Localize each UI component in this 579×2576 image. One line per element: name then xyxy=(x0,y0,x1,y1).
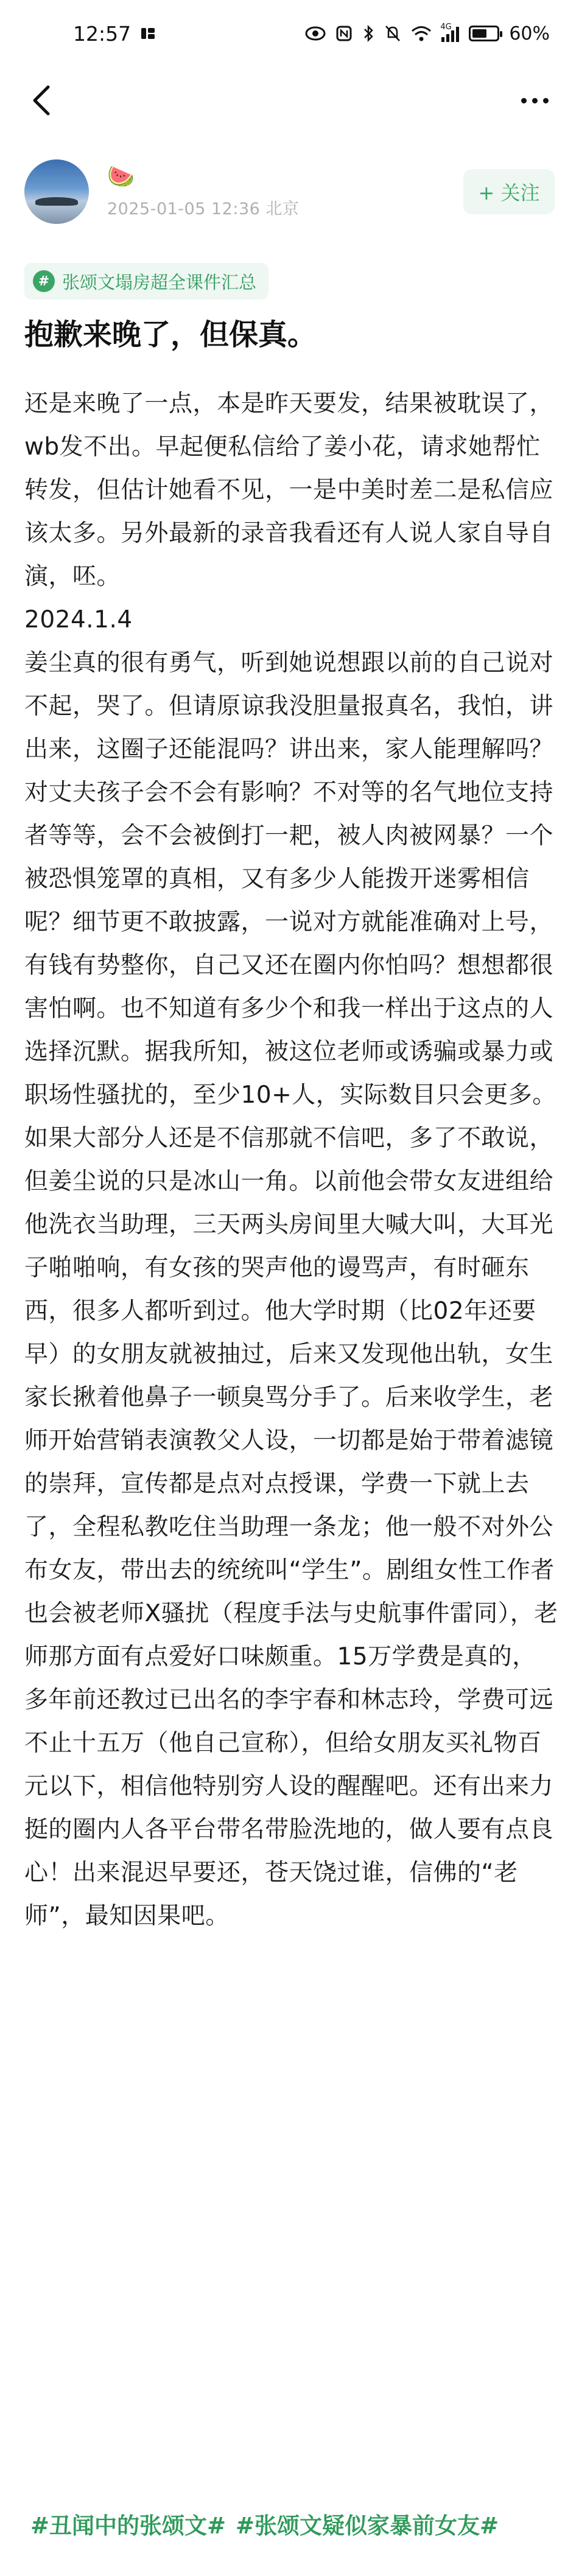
wifi-icon xyxy=(411,25,432,42)
status-left xyxy=(73,22,156,46)
hashtag-icon: # xyxy=(33,270,55,292)
author-row xyxy=(0,155,579,228)
avatar[interactable] xyxy=(24,159,89,224)
battery-icon xyxy=(469,26,499,41)
back-button[interactable] xyxy=(23,82,60,119)
mute-icon xyxy=(384,24,401,43)
author-name[interactable]: 🍉 xyxy=(107,164,135,189)
post-body: 还是来晚了一点，本是昨天要发，结果被耽误了，wb发不出。早起便私信给了姜小花，请求她帮忙转发，但估计她看不见，一是中美时差二是私信应该太多。另外最新的录音我看还有人说人家自导自演，呸。 2024.1.4 姜尘真的很有勇气，听到她说想跟以前的自己说对不起，哭了。但请原谅我没胆量报真名，我怕，讲出来，这圈子还能混吗？讲出来，家人能理解吗？对丈夫孩子会不会有影响？不对等的名气地位支持者等等，会不会被倒打一耙，被人肉被网暴？一个被恐惧笼罩的真相，又有多少人能拨开迷雾相信呢？细节更不敢披露，一说对方就能准确对上号，有钱有势整你，自己又还在圈内你怕吗？想想都很害怕啊。也不知道有多少个和我一样出于这点的人选择沉默。据我所知，被这位老师或诱骗或暴力或职场性骚扰的，至少10+人，实际数目只会更多。如果大部分人还是不信那就不信吧，多了不敢说，但姜尘说的只是冰山一角。以前他会带女友进组给他洗衣当助理，三天两头房间里大喊大叫，大耳光子啪啪响，有女孩的哭声他的谩骂声，有时砸东西，很多人都听到过。他大学时期（比02年还要早）的女朋友就被抽过，后来又发现他出轨，女生家长揪着他鼻子一顿臭骂分手了。后来收学生，老师开始营销表演教父人设，一切都是始于带着滤镜的崇拜，宣传都是点对点授课，学费一下就上去了，全程私教吃住当助理一条龙；他一般不对外公布女友，带出去的统统叫“学生”。剧组女性工作者也会被老师X骚扰（程度手法与史航事件雷同），老师那方面有点爱好口味颇重。15万学费是真的，多年前还教过已出名的李宇春和林志玲，学费可远不止十五万（他自己宣称），但给女朋友买礼物百元以下，相信他特别穷人设的醒醒吧。还有出来力挺的圈内人各平台带名带脸洗地的，做人要有点良心！出来混迟早要还，苍天饶过谁，信佛的“老师”，最知因果吧。 xyxy=(24,390,558,1930)
more-dot xyxy=(521,98,527,103)
more-dot xyxy=(532,98,538,103)
battery-fill xyxy=(472,29,486,38)
signal-icon xyxy=(441,25,459,42)
status-bar xyxy=(0,0,579,67)
battery-percent: 60% xyxy=(509,23,550,44)
post-timestamp-location: 2025-01-05 12:36 北京 xyxy=(107,199,300,218)
post-title: 抱歉来晚了，但保真。 xyxy=(24,318,317,352)
hashtag-link[interactable]: #张颂文疑似家暴前女友# xyxy=(236,2513,499,2539)
nav-bar xyxy=(0,67,579,134)
hashtag-list xyxy=(30,2507,499,2540)
wechat-notification-icon xyxy=(139,25,156,42)
network-type-label: 4G xyxy=(440,23,452,32)
eye-icon xyxy=(305,26,326,41)
status-right xyxy=(305,23,550,44)
more-dot xyxy=(543,98,549,103)
author-info xyxy=(107,165,463,219)
hashtag-link[interactable]: #丑闻中的张颂文# xyxy=(30,2513,226,2539)
bluetooth-icon xyxy=(362,24,374,43)
nfc-icon xyxy=(335,25,353,42)
status-time: 12:57 xyxy=(73,21,132,46)
more-button[interactable] xyxy=(513,82,556,119)
chevron-left-icon xyxy=(31,85,52,116)
topic-tag[interactable] xyxy=(24,263,268,299)
topic-label: 张颂文塌房超全课件汇总 xyxy=(62,271,257,293)
follow-button[interactable]: + 关注 xyxy=(463,169,555,214)
